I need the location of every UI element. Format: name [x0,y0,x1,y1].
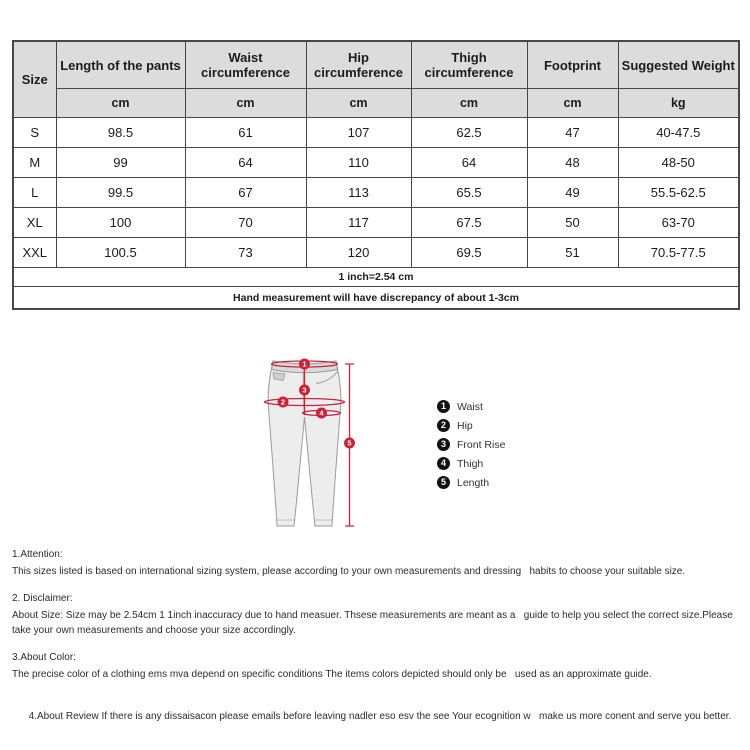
inch-conversion-note: 1 inch=2.54 cm [13,268,739,287]
hand-measurement-note: Hand measurement will have discrepancy of about 1-3cm [13,287,739,310]
legend-item [437,435,505,454]
column-header-thigh: Thigh circumference [411,41,527,89]
column-header-size: Size [13,41,56,118]
value-cell: 61 [185,118,306,148]
value-cell: 55.5-62.5 [618,178,739,208]
left-pocket [273,373,285,381]
column-header-waist: Waist circumference [185,41,306,89]
value-cell: 99.5 [56,178,185,208]
value-cell: 62.5 [411,118,527,148]
svg-text:4: 4 [319,408,324,418]
value-cell: 67.5 [411,208,527,238]
table-row [13,118,739,148]
legend-number-badge: 5 [437,476,450,489]
note-about-color [12,650,741,682]
note-body: If there is any dissaisacon please emails before leaving nadler eso esv the see Your ecognition w make us more conent and serve you better. [98,711,732,722]
value-cell: 73 [185,238,306,268]
legend-number-badge: 4 [437,457,450,470]
value-cell: 64 [411,148,527,178]
legend-label: Length [457,476,490,489]
value-cell: 70 [185,208,306,238]
value-cell: 113 [306,178,411,208]
unit-waist: cm [185,89,306,118]
svg-text:5: 5 [347,438,352,448]
legend-item [437,416,505,435]
table-row [13,238,739,268]
value-cell: 100 [56,208,185,238]
notes-section [12,547,741,750]
size-cell: XXL [13,238,56,268]
note-body: About Size: Size may be 2.54cm 1 1inch inaccuracy due to hand measuer. Thsese measurements are meant as a guide to help you select the correct size.Please take your own measurements and choose your size accordingly. [12,610,736,636]
unit-thigh: cm [411,89,527,118]
value-cell: 107 [306,118,411,148]
note-heading: 4.About Review [28,711,99,722]
measure-badge-hip [278,397,289,408]
unit-hip: cm [306,89,411,118]
value-cell: 100.5 [56,238,185,268]
value-cell: 67 [185,178,306,208]
value-cell: 50 [527,208,618,238]
legend-label: Thigh [457,457,484,470]
note-heading: 1.Attention: [12,549,63,560]
value-cell: 70.5-77.5 [618,238,739,268]
size-cell: L [13,178,56,208]
legend-number-badge: 1 [437,400,450,413]
legend-label: Hip [457,419,473,432]
size-cell: M [13,148,56,178]
svg-text:2: 2 [280,397,286,407]
table-row [13,178,739,208]
measure-badge-length [344,438,355,449]
value-cell: 65.5 [411,178,527,208]
diagram-legend [437,397,505,492]
value-cell: 64 [185,148,306,178]
note-disclaimer [12,591,741,638]
value-cell: 99 [56,148,185,178]
table-row [13,208,739,238]
unit-weight: kg [618,89,739,118]
note-heading: 2. Disclaimer: [12,593,73,604]
size-chart-table [12,40,740,310]
footnote-row [13,268,739,287]
value-cell: 47 [527,118,618,148]
value-cell: 49 [527,178,618,208]
value-cell: 110 [306,148,411,178]
value-cell: 117 [306,208,411,238]
legend-label: Front Rise [457,438,506,451]
column-header-length: Length of the pants [56,41,185,89]
legend-label: Waist [457,400,483,413]
note-attention [12,547,741,579]
value-cell: 48 [527,148,618,178]
svg-text:1: 1 [302,359,307,369]
size-cell: S [13,118,56,148]
table-row [13,148,739,178]
legend-item [437,454,505,473]
value-cell: 51 [527,238,618,268]
measure-badge-waist [299,359,310,370]
value-cell: 48-50 [618,148,739,178]
value-cell: 63-70 [618,208,739,238]
measure-badge-front-rise [299,385,310,396]
size-cell: XL [13,208,56,238]
unit-length: cm [56,89,185,118]
footnote-row [13,287,739,310]
measure-badge-thigh [316,408,327,419]
units-row [13,89,739,118]
unit-footprint: cm [527,89,618,118]
note-body: The precise color of a clothing ems mva depend on specific conditions The items colors depicted should only be used as an approximate guide. [12,669,652,680]
value-cell: 69.5 [411,238,527,268]
value-cell: 120 [306,238,411,268]
legend-number-badge: 2 [437,419,450,432]
column-header-footprint: Footprint [527,41,618,89]
svg-text:3: 3 [302,385,307,395]
value-cell: 98.5 [56,118,185,148]
value-cell: 40-47.5 [618,118,739,148]
note-heading: 3.About Color: [12,652,76,663]
legend-item [437,397,505,416]
column-header-hip: Hip circumference [306,41,411,89]
size-table-body [13,118,739,268]
note-about-review [12,694,741,739]
column-header-weight: Suggested Weight [618,41,739,89]
pants-measurement-diagram [260,340,380,540]
legend-item [437,473,505,492]
note-body: This sizes listed is based on international sizing system, please according to your own measurements and dressing habits to choose your suitable size. [12,566,686,577]
header-row [13,41,739,89]
legend-number-badge: 3 [437,438,450,451]
